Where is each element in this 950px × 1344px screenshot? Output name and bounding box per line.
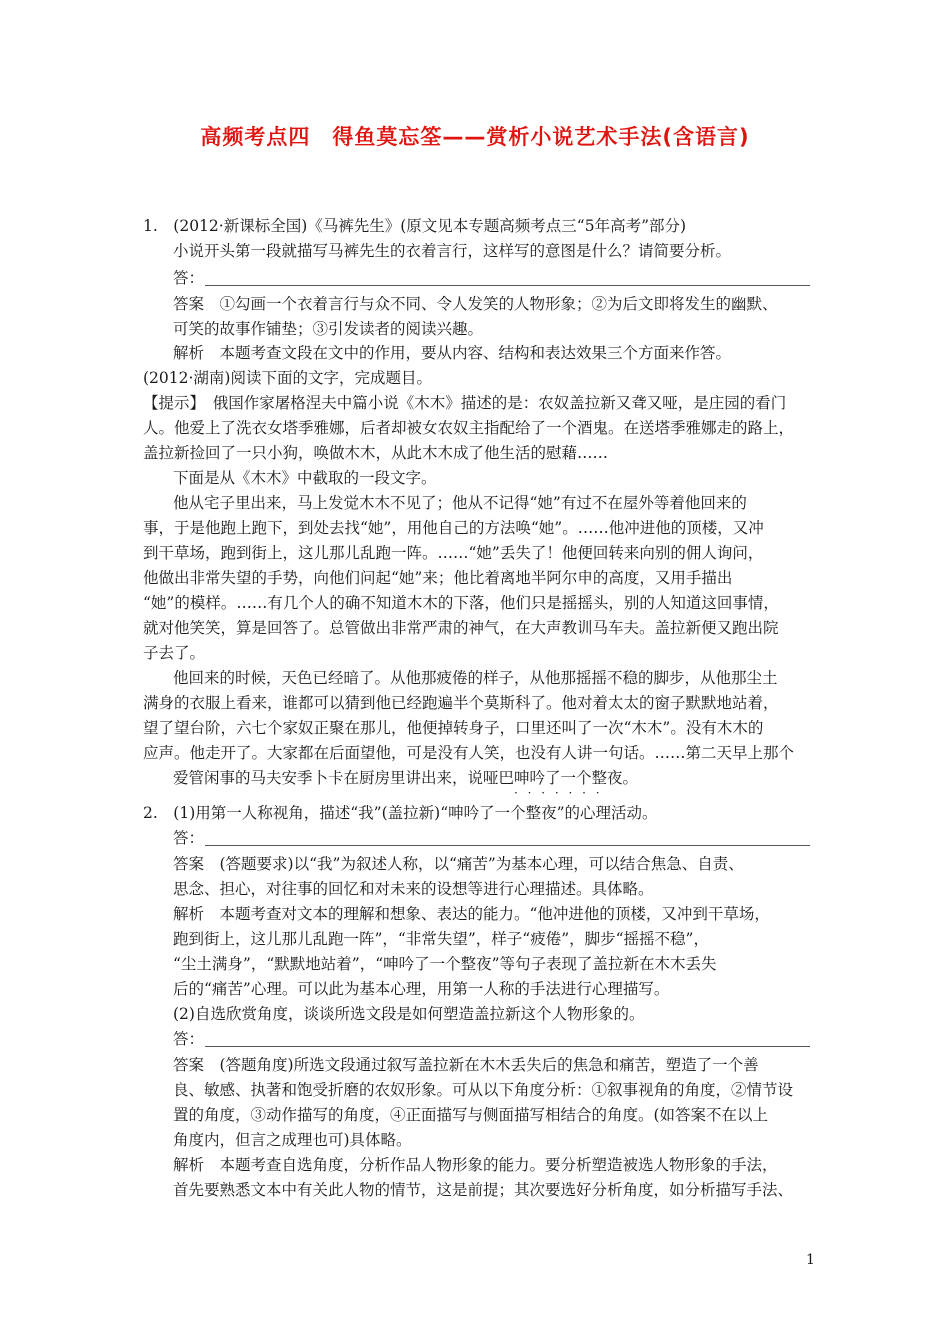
text-line	[173, 768, 638, 788]
answer-label: 答：	[173, 829, 205, 847]
text-line: 下面是从《木木》中截取的一段文字。	[173, 469, 437, 487]
text-line: 就对他笑笑，算是回答了。总管做出非常严肃的神气，在大声教训马车夫。盖拉新便又跑出院	[143, 619, 779, 637]
text-span: 。	[622, 769, 639, 787]
text-line: 良、敏感、执著和饱受折磨的农奴形象。可从以下角度分析：①叙事视角的角度，②情节设	[173, 1081, 794, 1099]
page-title: 高频考点四 得鱼莫忘筌——赏析小说艺术手法(含语言)	[200, 125, 750, 149]
answer-underline	[205, 285, 810, 286]
text-line: 满身的衣服上看来，谁都可以猜到他已经跑遍半个莫斯科了。他对着太太的窗子默默地站着，	[143, 694, 779, 712]
text-line: 角度内，但言之成理也可)具体略。	[173, 1131, 412, 1149]
page-number: 1	[806, 1252, 815, 1268]
answer-blank[interactable]	[173, 268, 810, 288]
answer-label: 答：	[173, 269, 205, 287]
text-line: 【提示】 俄国作家屠格涅夫中篇小说《木木》描述的是：农奴盖拉新又聋又哑，是庄园的看门	[143, 394, 787, 412]
text-line: (2012·湖南)阅读下面的文字，完成题目。	[143, 369, 432, 387]
text-line: 2. (1)用第一人称视角，描述“我”(盖拉新)“呻吟了一个整夜”的心理活动。	[143, 804, 658, 822]
text-line: 答案 (答题要求)以“我”为叙述人称，以“痛苦”为基本心理，可以结合焦急、自责、	[173, 855, 744, 873]
answer-underline	[205, 845, 810, 846]
text-line: 思念、担心，对往事的回忆和对未来的设想等进行心理描述。具体略。	[173, 880, 654, 898]
answer-blank[interactable]	[173, 828, 810, 848]
text-line: 望了望台阶，六七个家奴正聚在那儿，他便掉转身子，口里还叫了一次“木木”。没有木木的	[143, 719, 764, 737]
text-line: “尘土满身”，“默默地站着”，“呻吟了一个整夜”等句子表现了盖拉新在木木丢失	[173, 955, 717, 973]
text-line: (2)自选欣赏角度，谈谈所选文段是如何塑造盖拉新这个人物形象的。	[173, 1005, 645, 1023]
text-line: “她”的模样。……有几个人的确不知道木木的下落，他们只是摇摇头，别的人知道这回事情，	[143, 594, 779, 612]
text-line: 小说开头第一段就描写马裤先生的衣着言行，这样写的意图是什么？请简要分析。	[173, 242, 732, 260]
emphasized-phrase: 呻吟了一个整夜 · · ·	[514, 769, 623, 787]
answer-blank[interactable]	[173, 1029, 810, 1049]
text-line: 事，于是他跑上跑下，到处去找“她”，用他自己的方法唤“她”。……他冲进他的顶楼，又冲	[143, 519, 764, 537]
text-line: 应声。他走开了。大家都在后面望他，可是没有人笑，也没有人讲一句话。……第二天早上那个	[143, 744, 795, 762]
text-line: 人。他爱上了洗衣女塔季雅娜，后者却被女农奴主指配给了一个酒鬼。在送塔季雅娜走的路上，	[143, 419, 795, 437]
text-line: 他做出非常失望的手势，向他们问起“她”来；他比着离地半阿尔申的高度，又用手描出	[143, 569, 733, 587]
text-line: 首先要熟悉文本中有关此人物的情节，这是前提；其次要选好分析角度，如分析描写手法、	[173, 1181, 794, 1199]
text-line: 解析 本题考查对文本的理解和想象、表达的能力。“他冲进他的顶楼，又冲到干草场，	[173, 905, 770, 923]
text-line: 答案 ①勾画一个衣着言行与众不同、令人发笑的人物形象；②为后文即将发生的幽默、	[173, 295, 778, 313]
text-line: 到干草场，跑到街上，这儿那儿乱跑一阵。……“她”丢失了！他便回转来向别的佣人询问，	[143, 544, 764, 562]
text-span: 爱管闲事的马夫安季卜卡在厨房里讲出来，说哑巴	[173, 769, 515, 787]
text-line: 子去了。	[143, 644, 206, 662]
answer-label: 答：	[173, 1030, 205, 1048]
answer-underline	[205, 1046, 810, 1047]
text-line: 解析 本题考查文段在文中的作用，要从内容、结构和表达效果三个方面来作答。	[173, 344, 732, 362]
text-line: 可笑的故事作铺垫；③引发读者的阅读兴趣。	[173, 320, 484, 338]
text-line: 答案 (答题角度)所选文段通过叙写盖拉新在木木丢失后的焦急和痛苦，塑造了一个善	[173, 1056, 759, 1074]
text-line: 跑到街上，这儿那儿乱跑一阵”，“非常失望”，样子“疲倦”，脚步“摇摇不稳”，	[173, 930, 709, 948]
text-line: 1. (2012·新课标全国)《马裤先生》(原文见本专题高频考点三“5年高考”部分)	[143, 217, 687, 235]
text-line: 解析 本题考查自选角度，分析作品人物形象的能力。要分析塑造被选人物形象的手法，	[173, 1156, 778, 1174]
text-line: 置的角度，③动作描写的角度，④正面描写与侧面描写相结合的角度。(如答案不在以上	[173, 1106, 769, 1124]
text-line: 盖拉新捡回了一只小狗，唤做木木，从此木木成了他生活的慰藉……	[143, 444, 609, 462]
text-line: 他从宅子里出来，马上发觉木木不见了；他从不记得“她”有过不在屋外等着他回来的	[173, 494, 747, 512]
text-line: 后的“痛苦”心理。可以此为基本心理，用第一人称的手法进行心理描写。	[173, 980, 670, 998]
text-line: 他回来的时候，天色已经暗了。从他那疲倦的样子，从他那摇摇不稳的脚步，从他那尘土	[173, 669, 778, 687]
